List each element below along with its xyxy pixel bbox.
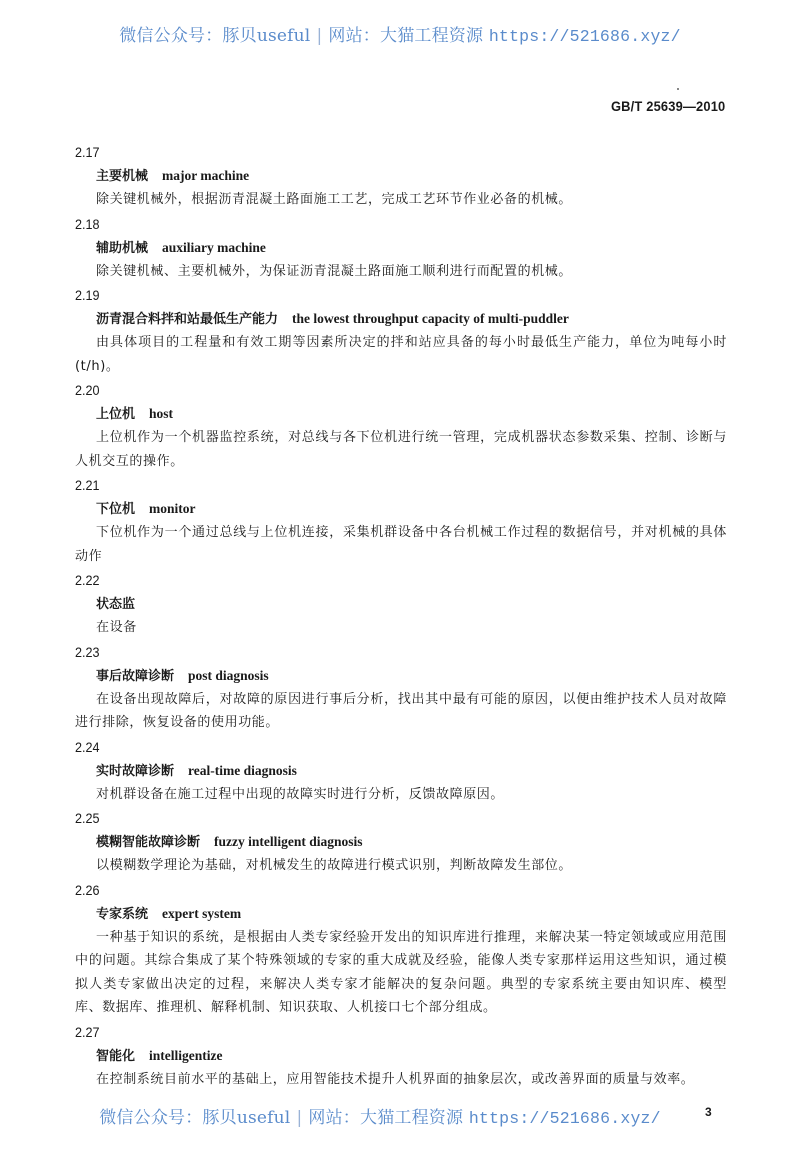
- watermark-top: [0, 21, 800, 46]
- term-cn: 上位机: [96, 407, 136, 422]
- clause-number: 2.21: [75, 477, 100, 493]
- watermark-site: 网站：大猫工程资源: [328, 26, 484, 46]
- term-en: the lowest throughput capacity of multi-puddler: [292, 311, 569, 326]
- page-number: 3: [705, 1105, 712, 1119]
- clause-term: [75, 497, 727, 521]
- clause-definition: 除关键机械、主要机械外，为保证沥青混凝土路面施工顺利进行而配置的机械。: [96, 263, 573, 279]
- clause-list: [75, 140, 727, 1091]
- clause-number: 2.23: [75, 643, 100, 660]
- clause-number: 2.24: [75, 738, 100, 755]
- clause-number: 2.22: [75, 572, 100, 588]
- clause-2-24: [75, 735, 727, 807]
- watermark-url: https://521686.xyz/: [488, 27, 681, 46]
- clause-definition: 在设备: [96, 620, 137, 635]
- clause-number: 2.26: [75, 881, 100, 898]
- clause-term: [75, 759, 727, 783]
- scan-dot: [677, 88, 679, 90]
- standard-code: GB/T 25639—2010: [610, 98, 725, 114]
- term-cn: 模糊智能故障诊断: [96, 835, 201, 850]
- clause-term: [75, 307, 727, 331]
- clause-2-23: [75, 640, 727, 735]
- term-en: fuzzy intelligent diagnosis: [214, 834, 363, 849]
- term-cn: 智能化: [96, 1048, 136, 1064]
- clause-definition: 一种基于知识的系统，是根据由人类专家经验开发出的知识库进行推理，来解决某一特定领域或应用范围中的问题。其综合集成了某个特殊领域的专家的重大成就及经验，能像人类专家那样运用这些知识，通过模拟人类专家做出决定的过程，来解决人类专家才能解决的复杂问题。典型的专家系统主要由知识库、模型库、数据库、推理机、解释机制、知识获取、人机接口七个部分组成。: [75, 929, 727, 1015]
- term-en: major machine: [162, 168, 250, 183]
- clause-definition: 由具体项目的工程量和有效工期等因素所决定的拌和站应具备的每小时最低生产能力，单位为吨每小时(t/h)。: [75, 335, 727, 374]
- term-en: real-time diagnosis: [188, 762, 297, 778]
- term-en: host: [149, 406, 174, 421]
- clause-number: 2.17: [75, 144, 100, 160]
- clause-number: 2.27: [75, 1023, 100, 1040]
- clause-2-20: [75, 378, 727, 473]
- clause-term: [75, 592, 727, 616]
- term-cn: 下位机: [96, 502, 136, 517]
- clause-2-19: [75, 283, 727, 378]
- watermark-site: 网站：大猫工程资源: [308, 1108, 464, 1128]
- clause-number: 2.25: [75, 810, 100, 826]
- watermark-url: https://521686.xyz/: [468, 1109, 661, 1128]
- term-cn: 事后故障诊断: [96, 668, 175, 684]
- clause-definition: 以模糊数学理论为基础，对机械发生的故障进行模式识别，判断故障发生部位。: [96, 858, 573, 873]
- term-en: auxiliary machine: [162, 239, 266, 255]
- clause-definition: 上位机作为一个机器监控系统，对总线与各下位机进行统一管理，完成机器状态参数采集、控制、诊断与人机交互的操作。: [75, 430, 727, 469]
- clause-definition: 除关键机械外，根据沥青混凝土路面施工工艺，完成工艺环节作业必备的机械。: [96, 192, 573, 207]
- term-en: intelligentize: [149, 1047, 223, 1063]
- term-en: post diagnosis: [188, 667, 269, 683]
- watermark-wechat: 微信公众号：豚贝useful: [99, 1108, 291, 1128]
- watermark-separator: |: [296, 1108, 303, 1128]
- clause-definition: 下位机作为一个通过总线与上位机连接，采集机群设备中各台机械工作过程的数据信号，并对机械的具体动作: [75, 525, 727, 564]
- clause-2-17: [75, 140, 727, 212]
- clause-2-22: [75, 568, 727, 640]
- clause-term: [75, 1044, 727, 1068]
- watermark-wechat: 微信公众号：豚贝useful: [119, 26, 311, 46]
- term-en: monitor: [149, 501, 196, 516]
- clause-definition: 在控制系统目前水平的基础上，应用智能技术提升人机界面的抽象层次，或改善界面的质量与效率。: [96, 1071, 695, 1087]
- term-cn: 辅助机械: [96, 240, 149, 256]
- clause-2-27: [75, 1020, 727, 1092]
- term-cn: 主要机械: [96, 169, 149, 184]
- clause-number: 2.19: [75, 287, 100, 303]
- watermark-separator: |: [316, 26, 323, 46]
- clause-2-18: [75, 212, 727, 284]
- clause-term: [75, 402, 727, 426]
- clause-term: [75, 236, 727, 260]
- term-en: expert system: [162, 905, 242, 921]
- clause-number: 2.20: [75, 382, 100, 398]
- term-cn: 沥青混合料拌和站最低生产能力: [96, 312, 279, 327]
- watermark-bottom: [0, 1103, 780, 1128]
- clause-term: [75, 664, 727, 688]
- clause-term: [75, 830, 727, 854]
- clause-definition: 在设备出现故障后，对故障的原因进行事后分析，找出其中最有可能的原因，以便由维护技术人员对故障进行排除，恢复设备的使用功能。: [75, 691, 727, 730]
- clause-definition: 对机群设备在施工过程中出现的故障实时进行分析，反馈故障原因。: [96, 786, 505, 802]
- clause-number: 2.18: [75, 215, 100, 232]
- term-cn: 专家系统: [96, 906, 149, 922]
- clause-2-21: [75, 473, 727, 568]
- term-cn: 实时故障诊断: [96, 763, 175, 779]
- clause-term: [75, 902, 727, 926]
- clause-term: [75, 164, 727, 188]
- term-cn: 状态监: [96, 597, 136, 612]
- clause-2-25: [75, 806, 727, 878]
- clause-2-26: [75, 878, 727, 1020]
